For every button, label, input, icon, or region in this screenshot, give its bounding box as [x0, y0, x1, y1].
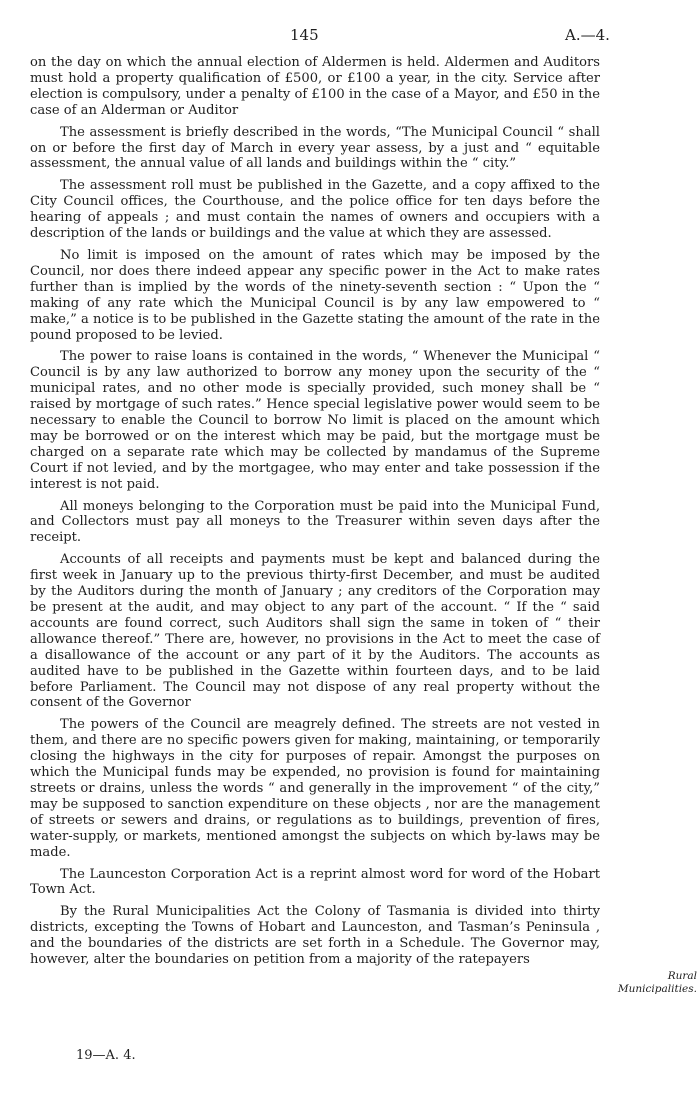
paragraph: No limit is imposed on the amount of rates which may be imposed by the Council, nor does there indeed appear any specific power in the Act to make rates further than is implied by the words of the ninety-seventh section : “ Upon the “ making of any rate which the Municipal Council is by any law empowered to “ make,” a notice is to be published in the Gazette stating the amount of the rate in the pound proposed to be levied. — [30, 247, 600, 343]
signature-mark: 19—A. 4. — [76, 1048, 136, 1063]
paragraph: By the Rural Municipalities Act the Colony of Tasmania is divided into thirty districts, excepting the Towns of Hobart and Launceston, and Tasman’s Peninsula , and the boundaries of the districts are set forth in a Schedule. The Governor may, however, alter the boundaries on petition from a majority of the ratepayers — [30, 904, 600, 968]
margin-note: Rural Municipalities. — [617, 970, 697, 995]
paragraph: The assessment is briefly described in the words, “The Municipal Council “ shall on or before the first day of March in every year assess, by a just and “ equitable assessment, the annual value of all lands and buildings within the “ city.” — [30, 124, 600, 172]
body-text — [30, 55, 600, 974]
page-number: 145 — [290, 26, 319, 44]
paragraph: The assessment roll must be published in the Gazette, and a copy affixed to the City Council offices, the Courthouse, and the police office for ten days before the hearing of appeals ; and must contain the names of owners and occupiers with a description of the lands or buildings and the value at which they are assessed. — [30, 178, 600, 242]
paragraph: The powers of the Council are meagrely defined. The streets are not vested in them, and there are no specific powers given for making, maintaining, or temporarily closing the highways in the city for purposes of repair. Amongst the purposes on which the Municipal funds may be expended, no provision is found for maintaining streets or drains, unless the words “ and generally in the improvement “ of the city,” may be supposed to sanction expenditure on these objects , nor are the management of streets or sewers and drains, or regulations as to buildings, prevention of fires, water-supply, or markets, mentioned amongst the subjects on which by-laws may be made. — [30, 717, 600, 860]
paragraph: The power to raise loans is contained in the words, “ Whenever the Municipal “ Council is by any law authorized to borrow any money upon the security of the “ municipal rates, and no other mode is specially provided, such money shall be “ raised by mortgage of such rates.” Hence special legislative power would seem to be necessary to enable the Council to borrow No limit is placed on the amount which may be borrowed or on the interest which may be paid, but the mortgage must be charged on a separate rate which may be collected by mandamus of the Supreme Court if not levied, and by the mortgagee, who may enter and take possession if the interest is not paid. — [30, 349, 600, 492]
paragraph: Accounts of all receipts and payments must be kept and balanced during the first week in January up to the previous thirty-first December, and must be audited by the Auditors during the month of January ; any creditors of the Corporation may be present at the audit, and may object to any part of the account. “ If the “ said accounts are found correct, such Auditors shall sign the same in token of “ their allowance thereof.” There are, however, no provisions in the Act to meet the case of a disallowance of the account or any part of it by the Auditors. The accounts as audited have to be published in the Gazette within fourteen days, and to be laid before Parliament. The Council may not dispose of any real property without the consent of the Governor — [30, 552, 600, 711]
series-number: A.—4. — [565, 26, 610, 44]
paragraph: All moneys belonging to the Corporation must be paid into the Municipal Fund, and Collectors must pay all moneys to the Treasurer within seven days after the receipt. — [30, 498, 600, 546]
page-header — [0, 26, 700, 46]
paragraph: The Launceston Corporation Act is a reprint almost word for word of the Hobart Town Act. — [30, 866, 600, 898]
paragraph: on the day on which the annual election of Aldermen is held. Aldermen and Auditors must hold a property qualification of £500, or £100 a year, in the city. Service after election is compulsory, under a penalty of £100 in the case of a Mayor, and £50 in the case of an Alderman or Auditor — [30, 55, 600, 118]
